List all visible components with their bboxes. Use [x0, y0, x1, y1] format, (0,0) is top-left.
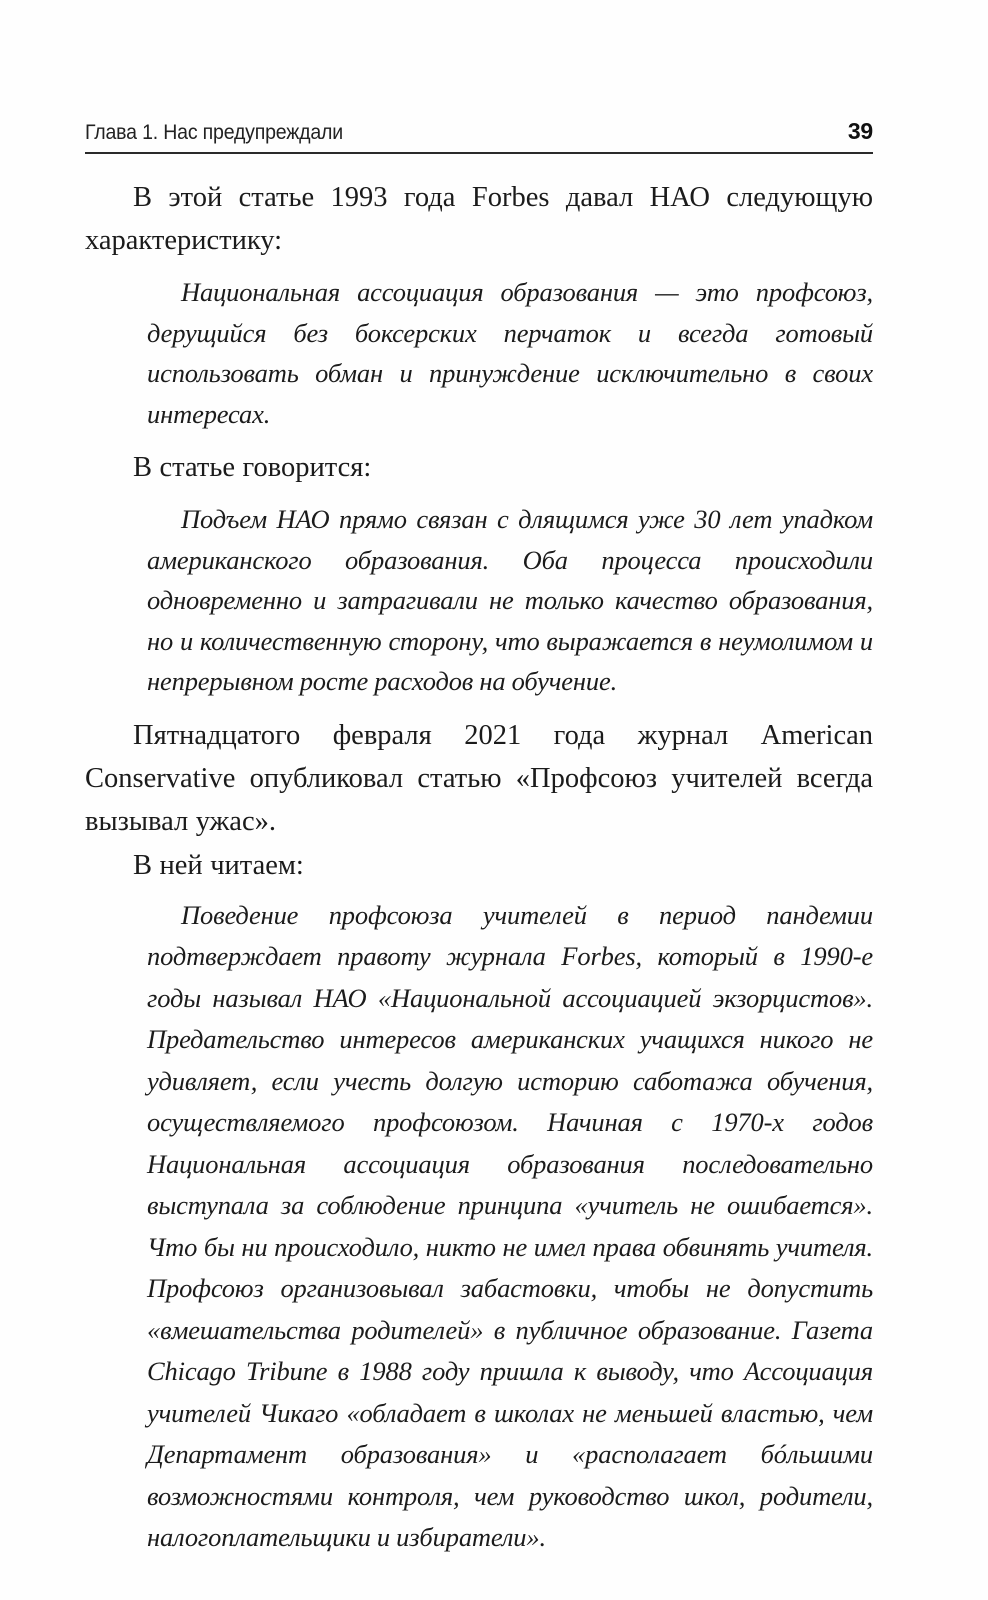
running-head [85, 118, 873, 151]
paragraph-american-conservative: Пятнадцатого февраля 2021 года журнал American Conservative опубликовал статью «Профсоюз учителей всегда вызывал ужас». [85, 719, 873, 837]
blockquote-american-conservative-text: Поведение профсоюза учителей в период пандемии подтверждает правоту журнала Forbes, который в 1990-е годы называл НАО «Национальной ассоциацией экзорцистов». Предательство интересов американских учащихся никого не удивляет, если учесть долгую историю саботажа обучения, осуществляемого профсоюзом. Начиная с 1970-х годов Национальная ассоциация образования последовательно выступала за соблюдение принципа «учитель не ошибается». Что бы ни происходило, никто не имел права обвинять учителя. Профсоюз организовывал забастовки, чтобы не допустить «вмешательства родителей» в публичное образование. Газета Chicago Tribune в 1988 году пришла к выводу, что Ассоциация учителей Чикаго «обладает в школах не меньшей властью, чем Департамент образования» и «располагает бóльшими возможностями контроля, чем руководство школ, родители, налогоплательщики и избиратели». [147, 899, 873, 1552]
blockquote-education-decline-text: Подъем НАО прямо связан с длящимся уже 30 лет упадком американского образования. Оба процесса происходили одновременно и затрагивали не только качество образования, но и количественную сторону, что выражается в неумолимом и непрерывном росте расходов на обучение. [147, 504, 873, 696]
running-head-chapter-title: Глава 1. Нас предупреждали [85, 121, 343, 144]
paragraph-we-read: В ней читаем: [133, 849, 304, 881]
blockquote-american-conservative [85, 895, 873, 1559]
blockquote-forbes-1993 [85, 272, 873, 434]
blockquote-education-decline [85, 499, 873, 702]
paragraph-intro: В этой статье 1993 года Forbes давал НАО следующую характеристику: [85, 182, 873, 256]
page-content [85, 118, 873, 1571]
page-number: 39 [847, 118, 873, 144]
blockquote-forbes-1993-text: Национальная ассоциация образования — это профсоюз, дерущийся без боксерских перчаток и всегда готовый использовать обман и принуждение исключительно в своих интересах. [147, 277, 873, 429]
paragraph-article-says: В статье говорится: [133, 452, 372, 483]
header-rule [85, 152, 873, 154]
